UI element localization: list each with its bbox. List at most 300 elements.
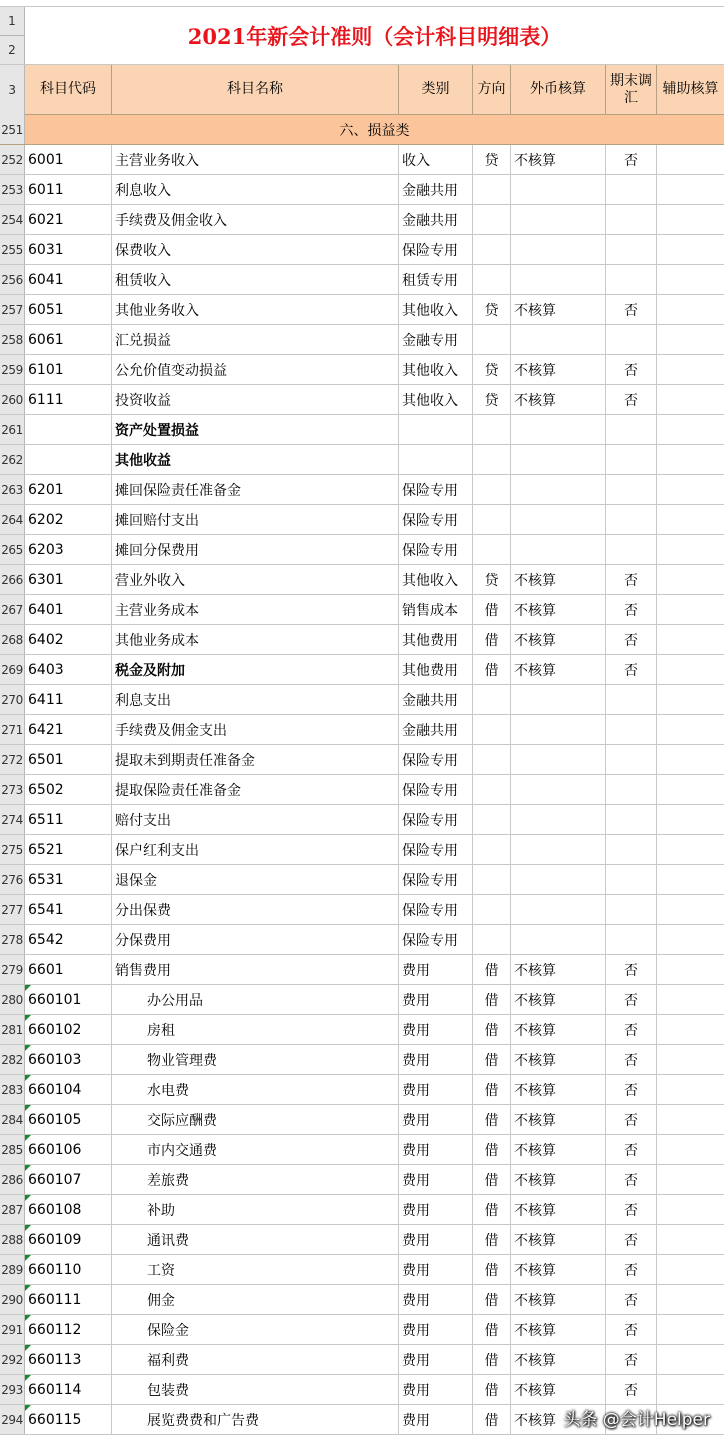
cell-type[interactable]: 保险专用 bbox=[399, 775, 473, 804]
cell-direction[interactable] bbox=[473, 895, 511, 924]
cell-period-adjust[interactable]: 否 bbox=[606, 1075, 657, 1104]
cell-period-adjust[interactable] bbox=[606, 205, 657, 234]
cell-period-adjust[interactable] bbox=[606, 445, 657, 474]
cell-period-adjust[interactable] bbox=[606, 925, 657, 954]
cell-type[interactable]: 保险专用 bbox=[399, 235, 473, 264]
cell-fx[interactable]: 不核算 bbox=[511, 955, 606, 984]
cell-code[interactable]: 660101 bbox=[25, 985, 112, 1014]
cell-auxiliary[interactable] bbox=[657, 1015, 724, 1044]
cell-code[interactable]: 6401 bbox=[25, 595, 112, 624]
sheet-title[interactable]: 2021年新会计准则（会计科目明细表） bbox=[187, 23, 562, 49]
cell-period-adjust[interactable] bbox=[606, 535, 657, 564]
header-period-adjust[interactable]: 期末调汇 bbox=[606, 65, 657, 114]
row-number[interactable]: 2 bbox=[8, 43, 16, 57]
cell-fx[interactable] bbox=[511, 445, 606, 474]
cell-fx[interactable] bbox=[511, 775, 606, 804]
cell-period-adjust[interactable]: 否 bbox=[606, 655, 657, 684]
cell-direction[interactable]: 贷 bbox=[473, 355, 511, 384]
cell-type[interactable]: 保险专用 bbox=[399, 895, 473, 924]
cell-auxiliary[interactable] bbox=[657, 385, 724, 414]
cell-fx[interactable]: 不核算 bbox=[511, 985, 606, 1014]
cell-fx[interactable]: 不核算 bbox=[511, 1345, 606, 1374]
cell-fx[interactable]: 不核算 bbox=[511, 1195, 606, 1224]
cell-auxiliary[interactable] bbox=[657, 1045, 724, 1074]
cell-code[interactable]: 660110 bbox=[25, 1255, 112, 1284]
cell-type[interactable]: 其他收入 bbox=[399, 565, 473, 594]
cell-type[interactable]: 费用 bbox=[399, 1075, 473, 1104]
cell-type[interactable]: 费用 bbox=[399, 1225, 473, 1254]
cell-direction[interactable]: 借 bbox=[473, 1315, 511, 1344]
cell-direction[interactable] bbox=[473, 715, 511, 744]
cell-fx[interactable] bbox=[511, 535, 606, 564]
cell-fx[interactable] bbox=[511, 505, 606, 534]
cell-name[interactable]: 物业管理费 bbox=[112, 1045, 399, 1074]
cell-direction[interactable]: 借 bbox=[473, 1045, 511, 1074]
cell-fx[interactable]: 不核算 bbox=[511, 625, 606, 654]
row-number[interactable]: 251 bbox=[0, 115, 25, 144]
cell-type[interactable]: 其他收入 bbox=[399, 355, 473, 384]
cell-code[interactable]: 6021 bbox=[25, 205, 112, 234]
cell-direction[interactable]: 借 bbox=[473, 655, 511, 684]
row-number[interactable]: 264 bbox=[0, 505, 25, 534]
cell-auxiliary[interactable] bbox=[657, 1165, 724, 1194]
header-direction[interactable]: 方向 bbox=[473, 65, 511, 114]
cell-code[interactable]: 660103 bbox=[25, 1045, 112, 1074]
header-code[interactable]: 科目代码 bbox=[25, 65, 112, 114]
cell-period-adjust[interactable] bbox=[606, 265, 657, 294]
cell-fx[interactable]: 不核算 bbox=[511, 1165, 606, 1194]
cell-type[interactable]: 费用 bbox=[399, 1345, 473, 1374]
cell-direction[interactable] bbox=[473, 235, 511, 264]
cell-code[interactable]: 660113 bbox=[25, 1345, 112, 1374]
cell-code[interactable]: 6031 bbox=[25, 235, 112, 264]
cell-direction[interactable]: 借 bbox=[473, 1135, 511, 1164]
cell-period-adjust[interactable] bbox=[606, 865, 657, 894]
cell-code[interactable]: 6202 bbox=[25, 505, 112, 534]
row-number[interactable]: 283 bbox=[0, 1075, 25, 1104]
cell-name[interactable]: 交际应酬费 bbox=[112, 1105, 399, 1134]
cell-type[interactable]: 租赁专用 bbox=[399, 265, 473, 294]
row-number[interactable]: 272 bbox=[0, 745, 25, 774]
cell-fx[interactable] bbox=[511, 325, 606, 354]
cell-period-adjust[interactable]: 否 bbox=[606, 595, 657, 624]
cell-period-adjust[interactable] bbox=[606, 415, 657, 444]
cell-fx[interactable]: 不核算 bbox=[511, 1015, 606, 1044]
row-number[interactable]: 254 bbox=[0, 205, 25, 234]
row-number[interactable]: 256 bbox=[0, 265, 25, 294]
cell-code[interactable]: 6502 bbox=[25, 775, 112, 804]
row-number[interactable]: 258 bbox=[0, 325, 25, 354]
cell-name[interactable]: 其他收益 bbox=[112, 445, 399, 474]
cell-fx[interactable]: 不核算 bbox=[511, 145, 606, 174]
cell-code[interactable]: 660108 bbox=[25, 1195, 112, 1224]
cell-auxiliary[interactable] bbox=[657, 1375, 724, 1404]
cell-type[interactable]: 费用 bbox=[399, 1315, 473, 1344]
cell-fx[interactable] bbox=[511, 415, 606, 444]
cell-type[interactable] bbox=[399, 415, 473, 444]
cell-auxiliary[interactable] bbox=[657, 775, 724, 804]
cell-direction[interactable]: 借 bbox=[473, 1165, 511, 1194]
cell-direction[interactable]: 借 bbox=[473, 1015, 511, 1044]
cell-code[interactable]: 660115 bbox=[25, 1405, 112, 1434]
cell-name[interactable]: 赔付支出 bbox=[112, 805, 399, 834]
cell-period-adjust[interactable] bbox=[606, 505, 657, 534]
cell-name[interactable]: 保户红利支出 bbox=[112, 835, 399, 864]
row-number[interactable]: 293 bbox=[0, 1375, 25, 1404]
cell-name[interactable]: 保险金 bbox=[112, 1315, 399, 1344]
cell-auxiliary[interactable] bbox=[657, 985, 724, 1014]
row-number[interactable]: 265 bbox=[0, 535, 25, 564]
cell-type[interactable]: 保险专用 bbox=[399, 805, 473, 834]
cell-type[interactable]: 费用 bbox=[399, 1285, 473, 1314]
cell-period-adjust[interactable]: 否 bbox=[606, 355, 657, 384]
cell-direction[interactable]: 贷 bbox=[473, 385, 511, 414]
cell-type[interactable]: 费用 bbox=[399, 1165, 473, 1194]
row-number[interactable]: 257 bbox=[0, 295, 25, 324]
cell-type[interactable]: 费用 bbox=[399, 985, 473, 1014]
cell-type[interactable]: 金融共用 bbox=[399, 175, 473, 204]
cell-type[interactable] bbox=[399, 445, 473, 474]
cell-direction[interactable]: 借 bbox=[473, 625, 511, 654]
cell-direction[interactable]: 借 bbox=[473, 1375, 511, 1404]
row-number[interactable]: 271 bbox=[0, 715, 25, 744]
cell-fx[interactable]: 不核算 bbox=[511, 1135, 606, 1164]
cell-period-adjust[interactable]: 否 bbox=[606, 1165, 657, 1194]
cell-fx[interactable] bbox=[511, 235, 606, 264]
cell-period-adjust[interactable] bbox=[606, 235, 657, 264]
cell-auxiliary[interactable] bbox=[657, 265, 724, 294]
cell-name[interactable]: 税金及附加 bbox=[112, 655, 399, 684]
row-number[interactable]: 275 bbox=[0, 835, 25, 864]
row-number[interactable]: 3 bbox=[0, 65, 25, 115]
cell-period-adjust[interactable] bbox=[606, 745, 657, 774]
cell-period-adjust[interactable]: 否 bbox=[606, 1375, 657, 1404]
cell-direction[interactable]: 借 bbox=[473, 1285, 511, 1314]
cell-name[interactable]: 保费收入 bbox=[112, 235, 399, 264]
cell-direction[interactable]: 借 bbox=[473, 595, 511, 624]
cell-period-adjust[interactable]: 否 bbox=[606, 985, 657, 1014]
cell-period-adjust[interactable] bbox=[606, 835, 657, 864]
row-number[interactable]: 279 bbox=[0, 955, 25, 984]
cell-type[interactable]: 保险专用 bbox=[399, 925, 473, 954]
cell-auxiliary[interactable] bbox=[657, 355, 724, 384]
cell-code[interactable]: 6001 bbox=[25, 145, 112, 174]
cell-direction[interactable] bbox=[473, 205, 511, 234]
row-number[interactable]: 291 bbox=[0, 1315, 25, 1344]
row-number[interactable]: 1 bbox=[0, 7, 24, 36]
cell-period-adjust[interactable] bbox=[606, 685, 657, 714]
cell-code[interactable]: 660105 bbox=[25, 1105, 112, 1134]
row-number[interactable]: 266 bbox=[0, 565, 25, 594]
cell-code[interactable]: 660114 bbox=[25, 1375, 112, 1404]
cell-period-adjust[interactable]: 否 bbox=[606, 1255, 657, 1284]
cell-auxiliary[interactable] bbox=[657, 325, 724, 354]
cell-direction[interactable] bbox=[473, 265, 511, 294]
cell-type[interactable]: 费用 bbox=[399, 1405, 473, 1434]
cell-type[interactable]: 销售成本 bbox=[399, 595, 473, 624]
cell-fx[interactable] bbox=[511, 745, 606, 774]
cell-type[interactable]: 费用 bbox=[399, 1135, 473, 1164]
cell-fx[interactable]: 不核算 bbox=[511, 1375, 606, 1404]
cell-type[interactable]: 金融共用 bbox=[399, 685, 473, 714]
cell-name[interactable]: 市内交通费 bbox=[112, 1135, 399, 1164]
cell-period-adjust[interactable]: 否 bbox=[606, 955, 657, 984]
cell-auxiliary[interactable] bbox=[657, 895, 724, 924]
cell-type[interactable]: 费用 bbox=[399, 1045, 473, 1074]
cell-type[interactable]: 费用 bbox=[399, 1105, 473, 1134]
cell-period-adjust[interactable]: 否 bbox=[606, 1045, 657, 1074]
cell-type[interactable]: 其他费用 bbox=[399, 625, 473, 654]
cell-type[interactable]: 费用 bbox=[399, 1375, 473, 1404]
cell-name[interactable]: 手续费及佣金支出 bbox=[112, 715, 399, 744]
cell-auxiliary[interactable] bbox=[657, 1105, 724, 1134]
row-number[interactable]: 285 bbox=[0, 1135, 25, 1164]
cell-period-adjust[interactable]: 否 bbox=[606, 1315, 657, 1344]
cell-name[interactable]: 水电费 bbox=[112, 1075, 399, 1104]
cell-auxiliary[interactable] bbox=[657, 955, 724, 984]
cell-name[interactable]: 佣金 bbox=[112, 1285, 399, 1314]
cell-code[interactable]: 660104 bbox=[25, 1075, 112, 1104]
cell-type[interactable]: 费用 bbox=[399, 1255, 473, 1284]
cell-type[interactable]: 其他收入 bbox=[399, 295, 473, 324]
cell-code[interactable]: 6101 bbox=[25, 355, 112, 384]
cell-period-adjust[interactable]: 否 bbox=[606, 1015, 657, 1044]
cell-code[interactable]: 660109 bbox=[25, 1225, 112, 1254]
cell-code[interactable]: 660106 bbox=[25, 1135, 112, 1164]
cell-period-adjust[interactable]: 否 bbox=[606, 1135, 657, 1164]
cell-fx[interactable]: 不核算 bbox=[511, 565, 606, 594]
cell-fx[interactable]: 不核算 bbox=[511, 1105, 606, 1134]
cell-auxiliary[interactable] bbox=[657, 835, 724, 864]
cell-name[interactable]: 办公用品 bbox=[112, 985, 399, 1014]
cell-direction[interactable] bbox=[473, 175, 511, 204]
cell-auxiliary[interactable] bbox=[657, 565, 724, 594]
cell-type[interactable]: 保险专用 bbox=[399, 835, 473, 864]
section-label[interactable]: 六、损益类 bbox=[25, 115, 724, 144]
cell-fx[interactable]: 不核算 bbox=[511, 1075, 606, 1104]
cell-auxiliary[interactable] bbox=[657, 145, 724, 174]
cell-code[interactable]: 6531 bbox=[25, 865, 112, 894]
cell-fx[interactable] bbox=[511, 865, 606, 894]
cell-period-adjust[interactable]: 否 bbox=[606, 1195, 657, 1224]
row-number[interactable]: 268 bbox=[0, 625, 25, 654]
cell-auxiliary[interactable] bbox=[657, 865, 724, 894]
row-number[interactable]: 280 bbox=[0, 985, 25, 1014]
cell-period-adjust[interactable]: 否 bbox=[606, 1225, 657, 1254]
row-number[interactable]: 261 bbox=[0, 415, 25, 444]
cell-name[interactable]: 展览费费和广告费 bbox=[112, 1405, 399, 1434]
cell-auxiliary[interactable] bbox=[657, 625, 724, 654]
row-number[interactable]: 286 bbox=[0, 1165, 25, 1194]
cell-code[interactable]: 6542 bbox=[25, 925, 112, 954]
cell-type[interactable]: 保险专用 bbox=[399, 865, 473, 894]
cell-name[interactable]: 主营业务成本 bbox=[112, 595, 399, 624]
cell-direction[interactable] bbox=[473, 925, 511, 954]
row-number[interactable]: 276 bbox=[0, 865, 25, 894]
cell-name[interactable]: 补助 bbox=[112, 1195, 399, 1224]
cell-direction[interactable] bbox=[473, 505, 511, 534]
row-number[interactable]: 252 bbox=[0, 145, 25, 174]
cell-direction[interactable] bbox=[473, 865, 511, 894]
cell-name[interactable]: 摊回保险责任准备金 bbox=[112, 475, 399, 504]
row-number[interactable]: 289 bbox=[0, 1255, 25, 1284]
cell-code[interactable]: 6041 bbox=[25, 265, 112, 294]
cell-name[interactable]: 资产处置损益 bbox=[112, 415, 399, 444]
cell-type[interactable]: 保险专用 bbox=[399, 475, 473, 504]
cell-auxiliary[interactable] bbox=[657, 1255, 724, 1284]
cell-period-adjust[interactable]: 否 bbox=[606, 385, 657, 414]
cell-code[interactable]: 6402 bbox=[25, 625, 112, 654]
cell-direction[interactable] bbox=[473, 535, 511, 564]
cell-code[interactable]: 6061 bbox=[25, 325, 112, 354]
cell-direction[interactable]: 借 bbox=[473, 1345, 511, 1374]
cell-name[interactable]: 退保金 bbox=[112, 865, 399, 894]
cell-name[interactable]: 福利费 bbox=[112, 1345, 399, 1374]
cell-fx[interactable]: 不核算 bbox=[511, 295, 606, 324]
cell-name[interactable]: 其他业务成本 bbox=[112, 625, 399, 654]
cell-name[interactable]: 分出保费 bbox=[112, 895, 399, 924]
header-name[interactable]: 科目名称 bbox=[112, 65, 399, 114]
cell-name[interactable]: 公允价值变动损益 bbox=[112, 355, 399, 384]
cell-fx[interactable]: 不核算 bbox=[511, 1255, 606, 1284]
cell-fx[interactable] bbox=[511, 835, 606, 864]
cell-name[interactable]: 房租 bbox=[112, 1015, 399, 1044]
cell-type[interactable]: 保险专用 bbox=[399, 535, 473, 564]
cell-period-adjust[interactable] bbox=[606, 325, 657, 354]
cell-period-adjust[interactable] bbox=[606, 715, 657, 744]
cell-type[interactable]: 收入 bbox=[399, 145, 473, 174]
cell-code[interactable]: 6421 bbox=[25, 715, 112, 744]
cell-auxiliary[interactable] bbox=[657, 235, 724, 264]
cell-auxiliary[interactable] bbox=[657, 1315, 724, 1344]
cell-name[interactable]: 利息支出 bbox=[112, 685, 399, 714]
row-number[interactable]: 255 bbox=[0, 235, 25, 264]
cell-code[interactable] bbox=[25, 415, 112, 444]
row-number[interactable]: 274 bbox=[0, 805, 25, 834]
cell-auxiliary[interactable] bbox=[657, 205, 724, 234]
cell-name[interactable]: 租赁收入 bbox=[112, 265, 399, 294]
cell-code[interactable] bbox=[25, 445, 112, 474]
cell-auxiliary[interactable] bbox=[657, 175, 724, 204]
cell-type[interactable]: 费用 bbox=[399, 1015, 473, 1044]
header-auxiliary[interactable]: 辅助核算 bbox=[657, 65, 724, 114]
cell-type[interactable]: 金融共用 bbox=[399, 205, 473, 234]
cell-fx[interactable] bbox=[511, 715, 606, 744]
cell-name[interactable]: 投资收益 bbox=[112, 385, 399, 414]
cell-direction[interactable]: 借 bbox=[473, 1195, 511, 1224]
cell-direction[interactable]: 贷 bbox=[473, 565, 511, 594]
cell-fx[interactable] bbox=[511, 205, 606, 234]
cell-code[interactable]: 660111 bbox=[25, 1285, 112, 1314]
cell-period-adjust[interactable] bbox=[606, 805, 657, 834]
cell-code[interactable]: 6521 bbox=[25, 835, 112, 864]
cell-name[interactable]: 摊回赔付支出 bbox=[112, 505, 399, 534]
cell-direction[interactable]: 借 bbox=[473, 1225, 511, 1254]
row-number[interactable]: 253 bbox=[0, 175, 25, 204]
cell-type[interactable]: 保险专用 bbox=[399, 745, 473, 774]
cell-name[interactable]: 通讯费 bbox=[112, 1225, 399, 1254]
cell-code[interactable]: 6203 bbox=[25, 535, 112, 564]
cell-code[interactable]: 6601 bbox=[25, 955, 112, 984]
cell-auxiliary[interactable] bbox=[657, 535, 724, 564]
cell-code[interactable]: 660107 bbox=[25, 1165, 112, 1194]
cell-fx[interactable]: 不核算 bbox=[511, 1315, 606, 1344]
cell-period-adjust[interactable] bbox=[606, 475, 657, 504]
cell-auxiliary[interactable] bbox=[657, 745, 724, 774]
cell-auxiliary[interactable] bbox=[657, 685, 724, 714]
cell-type[interactable]: 费用 bbox=[399, 955, 473, 984]
cell-auxiliary[interactable] bbox=[657, 415, 724, 444]
cell-fx[interactable]: 不核算 bbox=[511, 595, 606, 624]
header-fx[interactable]: 外币核算 bbox=[511, 65, 606, 114]
cell-fx[interactable] bbox=[511, 175, 606, 204]
row-number[interactable]: 277 bbox=[0, 895, 25, 924]
cell-fx[interactable] bbox=[511, 805, 606, 834]
cell-auxiliary[interactable] bbox=[657, 475, 724, 504]
cell-fx[interactable] bbox=[511, 895, 606, 924]
cell-code[interactable]: 6111 bbox=[25, 385, 112, 414]
cell-direction[interactable] bbox=[473, 805, 511, 834]
row-number[interactable]: 282 bbox=[0, 1045, 25, 1074]
cell-period-adjust[interactable]: 否 bbox=[606, 1345, 657, 1374]
cell-code[interactable]: 660102 bbox=[25, 1015, 112, 1044]
cell-fx[interactable]: 不核算 bbox=[511, 1225, 606, 1254]
cell-code[interactable]: 6011 bbox=[25, 175, 112, 204]
row-number[interactable]: 290 bbox=[0, 1285, 25, 1314]
cell-code[interactable]: 6403 bbox=[25, 655, 112, 684]
cell-period-adjust[interactable] bbox=[606, 175, 657, 204]
cell-type[interactable]: 金融共用 bbox=[399, 715, 473, 744]
row-number[interactable]: 260 bbox=[0, 385, 25, 414]
cell-auxiliary[interactable] bbox=[657, 1285, 724, 1314]
cell-period-adjust[interactable]: 否 bbox=[606, 565, 657, 594]
cell-type[interactable]: 保险专用 bbox=[399, 505, 473, 534]
cell-period-adjust[interactable] bbox=[606, 895, 657, 924]
cell-name[interactable]: 工资 bbox=[112, 1255, 399, 1284]
cell-auxiliary[interactable] bbox=[657, 595, 724, 624]
cell-direction[interactable] bbox=[473, 445, 511, 474]
cell-auxiliary[interactable] bbox=[657, 1225, 724, 1254]
cell-direction[interactable] bbox=[473, 475, 511, 504]
row-number[interactable]: 263 bbox=[0, 475, 25, 504]
cell-period-adjust[interactable]: 否 bbox=[606, 1105, 657, 1134]
header-type[interactable]: 类别 bbox=[399, 65, 473, 114]
cell-fx[interactable]: 不核算 bbox=[511, 355, 606, 384]
row-number[interactable]: 281 bbox=[0, 1015, 25, 1044]
cell-fx[interactable]: 不核算 bbox=[511, 655, 606, 684]
cell-code[interactable]: 6051 bbox=[25, 295, 112, 324]
cell-period-adjust[interactable]: 否 bbox=[606, 295, 657, 324]
cell-name[interactable]: 手续费及佣金收入 bbox=[112, 205, 399, 234]
cell-direction[interactable]: 借 bbox=[473, 1255, 511, 1284]
cell-name[interactable]: 主营业务收入 bbox=[112, 145, 399, 174]
cell-direction[interactable] bbox=[473, 745, 511, 774]
row-number[interactable]: 273 bbox=[0, 775, 25, 804]
cell-direction[interactable]: 借 bbox=[473, 1075, 511, 1104]
cell-auxiliary[interactable] bbox=[657, 805, 724, 834]
cell-name[interactable]: 销售费用 bbox=[112, 955, 399, 984]
cell-name[interactable]: 利息收入 bbox=[112, 175, 399, 204]
cell-name[interactable]: 提取保险责任准备金 bbox=[112, 775, 399, 804]
cell-auxiliary[interactable] bbox=[657, 1075, 724, 1104]
cell-auxiliary[interactable] bbox=[657, 505, 724, 534]
cell-name[interactable]: 差旅费 bbox=[112, 1165, 399, 1194]
cell-auxiliary[interactable] bbox=[657, 1345, 724, 1374]
cell-type[interactable]: 其他费用 bbox=[399, 655, 473, 684]
cell-fx[interactable]: 不核算 bbox=[511, 1045, 606, 1074]
cell-name[interactable]: 其他业务收入 bbox=[112, 295, 399, 324]
cell-direction[interactable]: 贷 bbox=[473, 295, 511, 324]
